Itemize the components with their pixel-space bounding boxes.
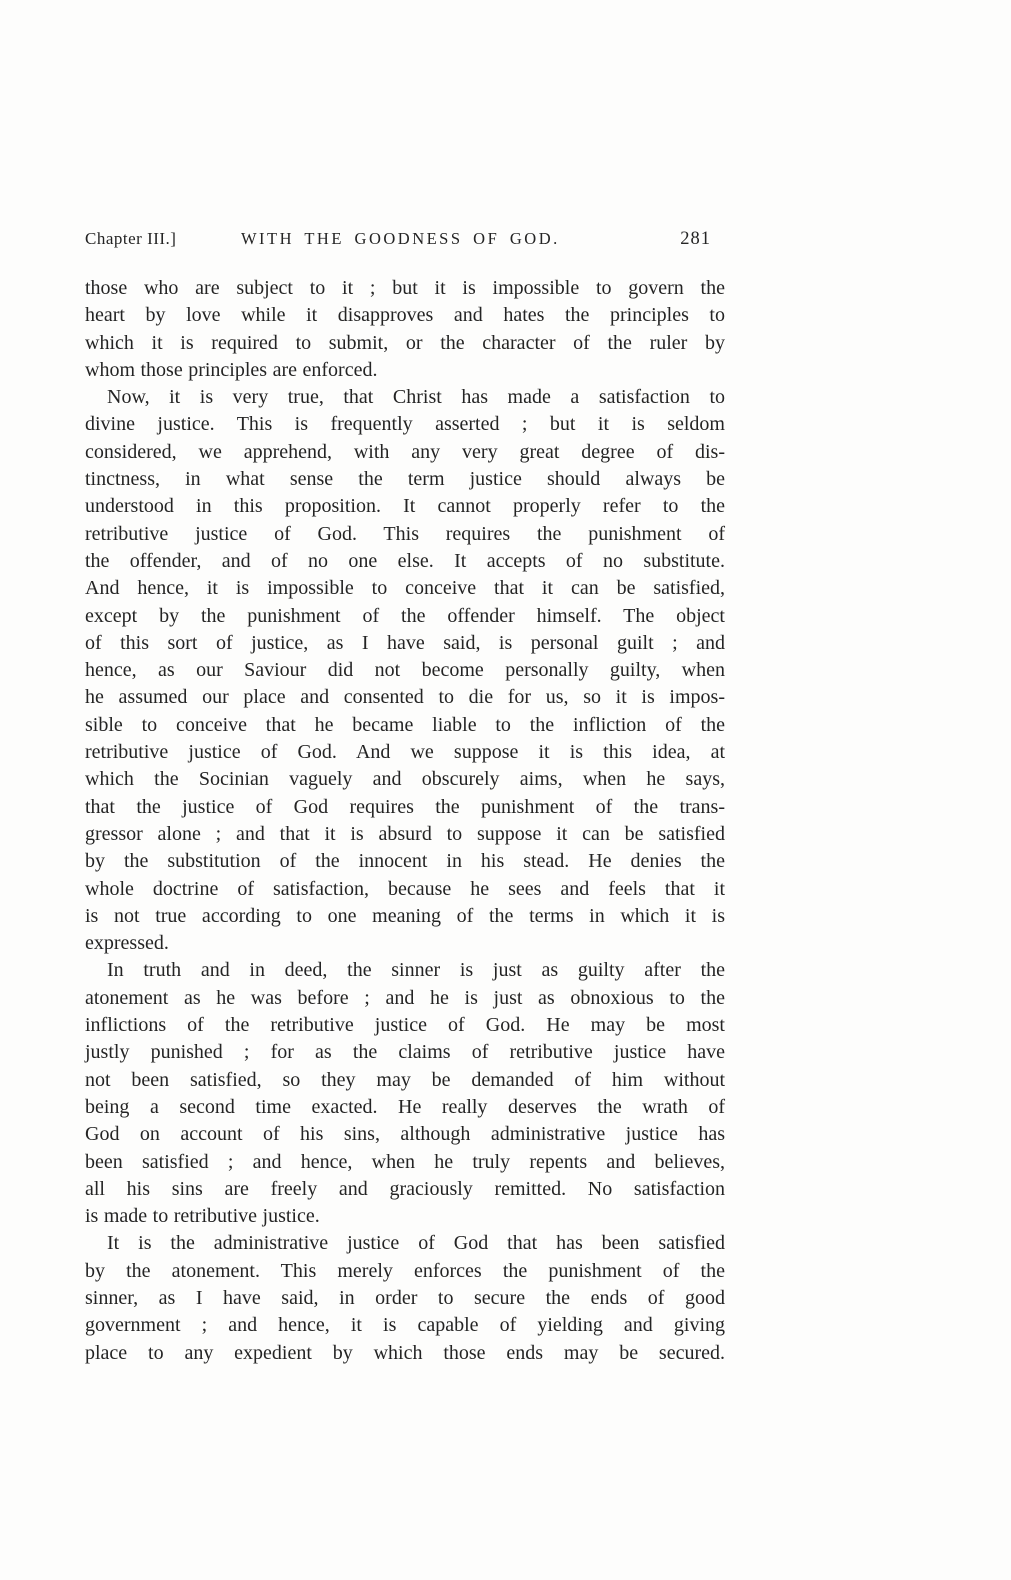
text-line: divine justice. This is frequently asserted ; but it is seldom <box>85 413 725 436</box>
text-line: whom those principles are enforced. <box>85 358 378 381</box>
text-line: of this sort of justice, as I have said, is personal guilt ; and <box>85 631 725 654</box>
text-line: gressor alone ; and that it is absurd to suppose it can be satisfied <box>85 822 725 845</box>
text-line: except by the punishment of the offender himself. The object <box>85 604 725 627</box>
text-line: And hence, it is impossible to conceive that it can be satisfied, <box>85 577 725 600</box>
text-line: atonement as he was before ; and he is just as obnoxious to the <box>85 986 725 1009</box>
text-line: which it is required to submit, or the character of the ruler by <box>85 331 725 354</box>
text-line: considered, we apprehend, with any very great degree of dis- <box>85 440 725 463</box>
text-line: justly punished ; for as the claims of retributive justice have <box>85 1041 725 1064</box>
text-line: sible to conceive that he became liable to the infliction of the <box>85 713 725 736</box>
text-line: is not true according to one meaning of the terms in which it is <box>85 904 725 927</box>
text-line: retributive justice of God. And we suppose it is this idea, at <box>85 741 725 764</box>
chapter-label: Chapter III.] <box>85 229 177 248</box>
text-line: being a second time exacted. He really deserves the wrath of <box>85 1095 725 1118</box>
text-line: all his sins are freely and graciously remitted. No satisfaction <box>85 1177 725 1200</box>
text-line: government ; and hence, it is capable of yielding and giving <box>85 1314 725 1337</box>
text-line: sinner, as I have said, in order to secure the ends of good <box>85 1286 725 1309</box>
text-line: heart by love while it disapproves and hates the principles to <box>85 304 725 327</box>
text-line: which the Socinian vaguely and obscurely aims, when he says, <box>85 768 725 791</box>
paragraph <box>85 1230 725 1366</box>
text-line: by the substitution of the innocent in his stead. He denies the <box>85 850 725 873</box>
text-content-area <box>85 229 725 1367</box>
text-line: hence, as our Saviour did not become personally guilty, when <box>85 659 725 682</box>
text-line: It is the administrative justice of God that has been satisfied <box>107 1232 725 1255</box>
text-line: retributive justice of God. This requires the punishment of <box>85 522 725 545</box>
paragraph <box>85 384 725 957</box>
running-title: WITH THE GOODNESS OF GOD. <box>240 229 560 248</box>
page-header <box>85 229 725 250</box>
text-line: not been satisfied, so they may be demanded of him without <box>85 1068 725 1091</box>
text-line: is made to retributive justice. <box>85 1205 320 1228</box>
text-line: inflictions of the retributive justice of God. He may be most <box>85 1014 725 1037</box>
text-line: Now, it is very true, that Christ has made a satisfaction to <box>107 386 725 409</box>
text-line: tinctness, in what sense the term justice should always be <box>85 468 725 491</box>
text-line: expressed. <box>85 932 169 955</box>
text-line: been satisfied ; and hence, when he truly repents and believes, <box>85 1150 725 1173</box>
paragraph <box>85 275 725 384</box>
text-line: God on account of his sins, although administrative justice has <box>85 1123 725 1146</box>
page-number: 281 <box>680 229 711 249</box>
text-line: In truth and in deed, the sinner is just as guilty after the <box>107 959 725 982</box>
text-line: those who are subject to it ; but it is impossible to govern the <box>85 277 725 299</box>
text-line: understood in this proposition. It cannot properly refer to the <box>85 495 725 518</box>
text-line: place to any expedient by which those ends may be secured. <box>85 1341 725 1364</box>
paragraph <box>85 957 725 1230</box>
text-line: by the atonement. This merely enforces the punishment of the <box>85 1259 725 1282</box>
text-block <box>85 275 725 1367</box>
text-line: whole doctrine of satisfaction, because he sees and feels that it <box>85 877 725 900</box>
text-line: that the justice of God requires the punishment of the trans- <box>85 795 725 818</box>
text-line: the offender, and of no one else. It accepts of no substitute. <box>85 549 725 572</box>
text-line: he assumed our place and consented to die for us, so it is impos- <box>85 686 725 709</box>
